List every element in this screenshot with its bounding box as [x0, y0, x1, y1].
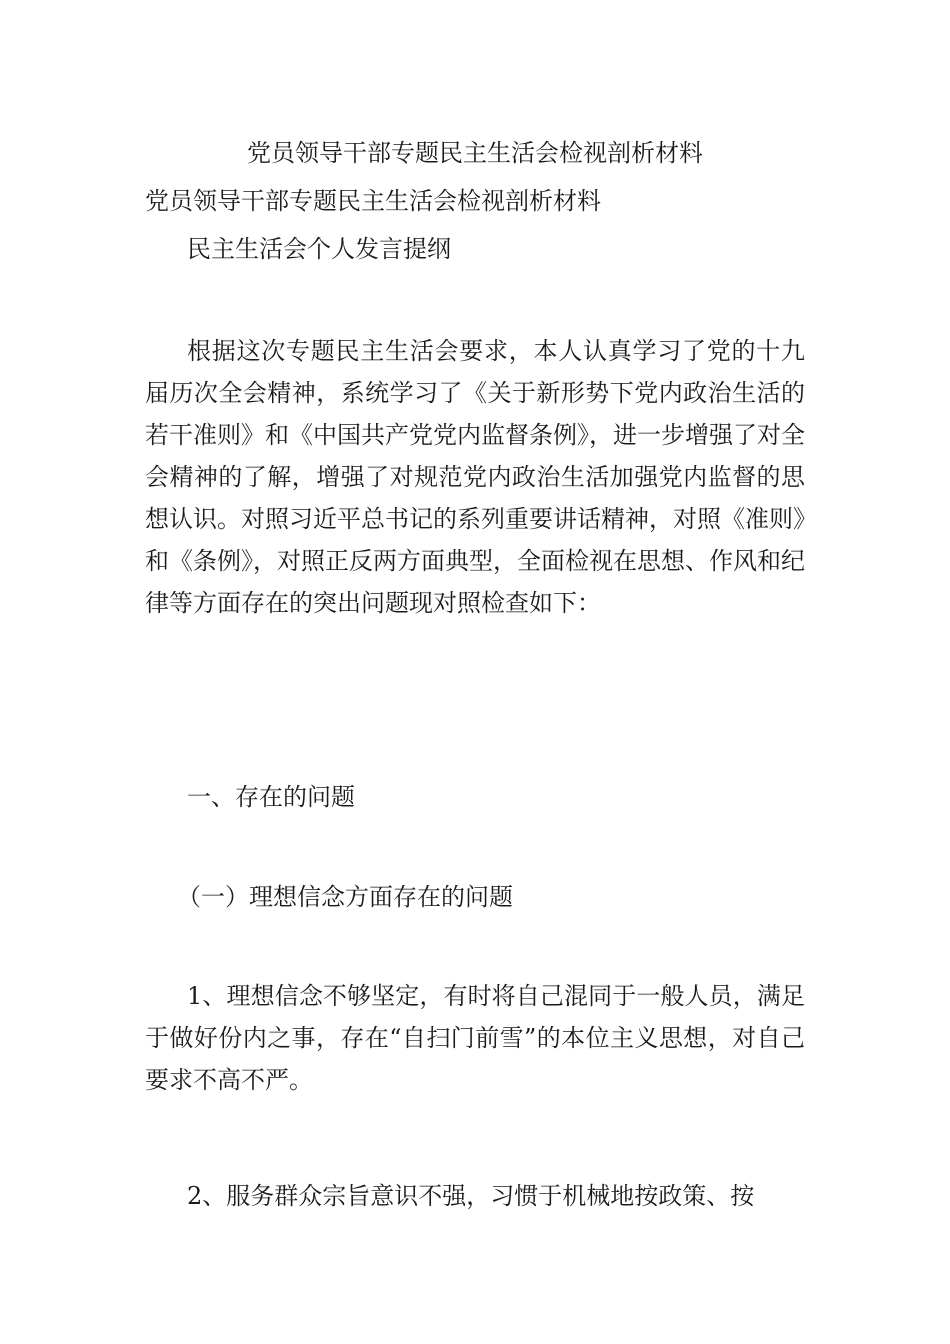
document-title: 党员领导干部专题民主生活会检视剖析材料: [145, 187, 601, 215]
problem-item-2: 2、服务群众宗旨意识不强，习惯于机械地按政策、按: [187, 1182, 755, 1210]
intro-paragraph: 根据这次专题民主生活会要求，本人认真学习了党的十九届历次全会精神，系统学习了《关于新形势下党内政治生活的若干准则》和《中国共产党党内监督条例》，进一步增强了对全会精神的了解，增强了对规范党内政治生活加强党内监督的思想认识。对照习近平总书记的系列重要讲话精神，对照《准则》和《条例》，对照正反两方面典型，全面检视在思想、作风和纪律等方面存在的突出问题现对照检查如下：: [145, 337, 805, 617]
document-subtitle: 民主生活会个人发言提纲: [187, 235, 451, 263]
document-centered-title: 党员领导干部专题民主生活会检视剖析材料: [247, 139, 703, 167]
problem-item-1: 1、理想信念不够坚定，有时将自己混同于一般人员，满足于做好份内之事，存在“自扫门前雪”的本位主义思想，对自己要求不高不严。: [145, 982, 805, 1094]
subsection-heading: （一）理想信念方面存在的问题: [177, 883, 513, 911]
section-heading: 一、存在的问题: [187, 783, 355, 811]
